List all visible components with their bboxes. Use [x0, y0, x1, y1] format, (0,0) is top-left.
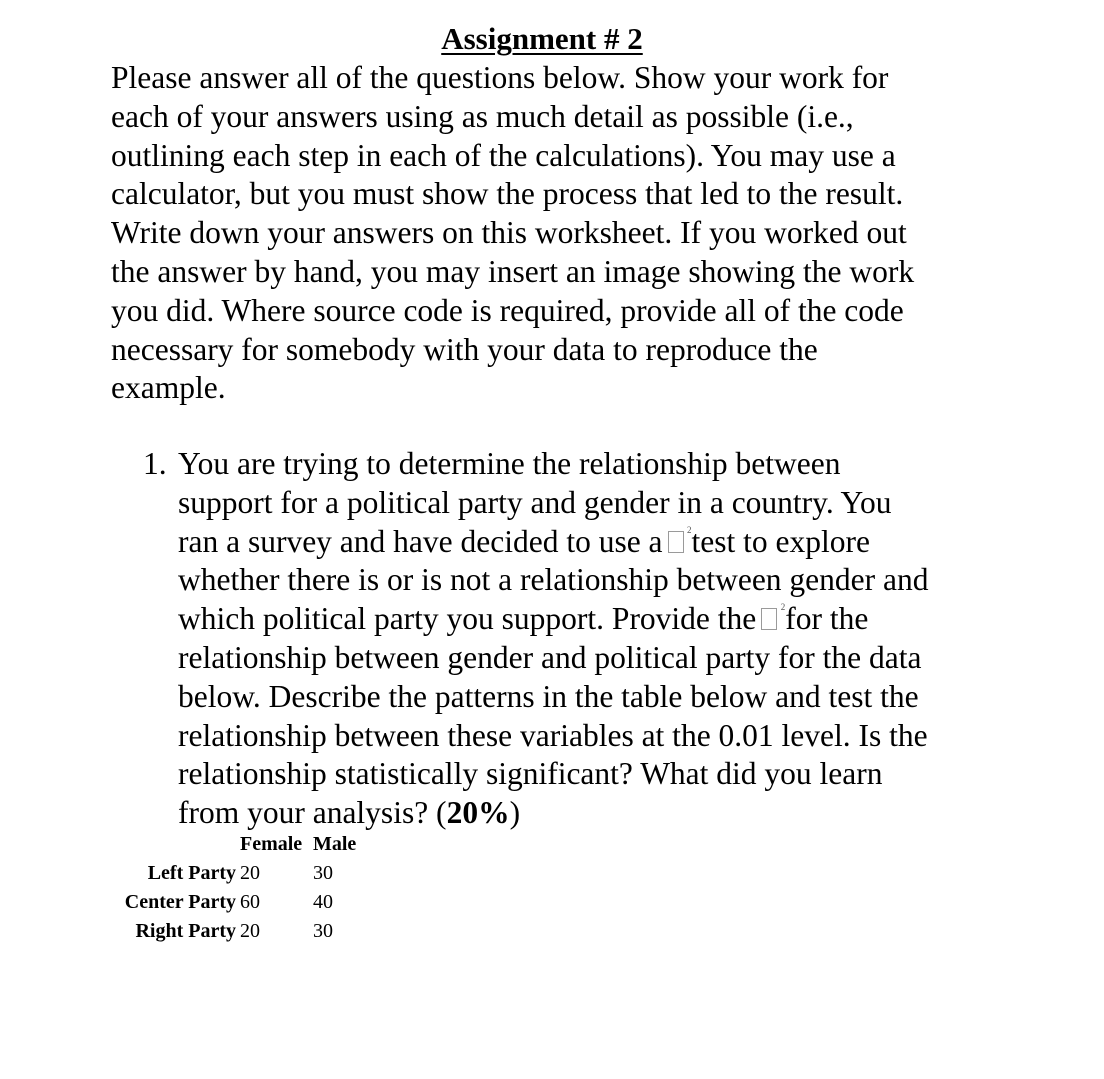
instructions-line: necessary for somebody with your data to reproduce the — [111, 331, 818, 367]
table-row-label: Right Party — [135, 920, 236, 942]
question-line: relationship statistically significant? What did you learn — [178, 756, 883, 792]
question-line-part: ran a survey and have decided to use a — [178, 523, 663, 559]
question-line-part: from your analysis? ( — [178, 795, 447, 831]
assignment-title: Assignment # 2 — [441, 21, 643, 56]
question-line: You are trying to determine the relationship between — [178, 446, 841, 481]
question-line-part: test to explore — [691, 523, 870, 559]
instructions-line: calculator, but you must show the process that led to the result. — [111, 176, 904, 212]
question-number: 1. — [143, 446, 167, 481]
instructions-line: each of your answers using as much detail as possible (i.e., — [111, 98, 854, 134]
chi-superscript: 2 — [780, 602, 786, 613]
table-row-label: Left Party — [147, 862, 236, 884]
question-line-part: ) — [509, 795, 521, 831]
question-line: support for a political party and gender in a country. You — [178, 484, 892, 520]
instructions-line: you did. Where source code is required, provide all of the code — [111, 292, 904, 328]
table-cell-female: 20 — [240, 862, 260, 884]
instructions-line: Write down your answers on this worksheet. If you worked out — [111, 215, 907, 251]
table-cell-female: 60 — [240, 891, 260, 913]
question-line: below. Describe the patterns in the table below and test the — [178, 678, 919, 714]
table-cell-male: 40 — [313, 891, 333, 913]
table-header-male: Male — [313, 833, 357, 855]
question-line-part: which political party you support. Provide the — [178, 601, 757, 637]
table-cell-male: 30 — [313, 862, 333, 884]
question-weight: 20% — [446, 795, 510, 831]
table-row-label: Center Party — [124, 891, 236, 913]
instructions-line: Please answer all of the questions below. Show your work for — [111, 60, 889, 95]
table-cell-female: 20 — [240, 920, 260, 942]
question-line: relationship between these variables at the 0.01 level. Is the — [178, 717, 928, 753]
table-cell-male: 30 — [313, 920, 333, 942]
chi-superscript: 2 — [687, 524, 692, 535]
question-line: relationship between gender and political party for the data — [178, 639, 922, 675]
instructions-line: example. — [111, 370, 226, 406]
question-line-part: for the — [785, 601, 869, 637]
instructions-line: outlining each step in each of the calculations). You may use a — [111, 137, 896, 173]
instructions-line: the answer by hand, you may insert an image showing the work — [111, 253, 915, 289]
table-header-female: Female — [240, 833, 303, 855]
question-line: whether there is or is not a relationship between gender and — [178, 562, 929, 598]
